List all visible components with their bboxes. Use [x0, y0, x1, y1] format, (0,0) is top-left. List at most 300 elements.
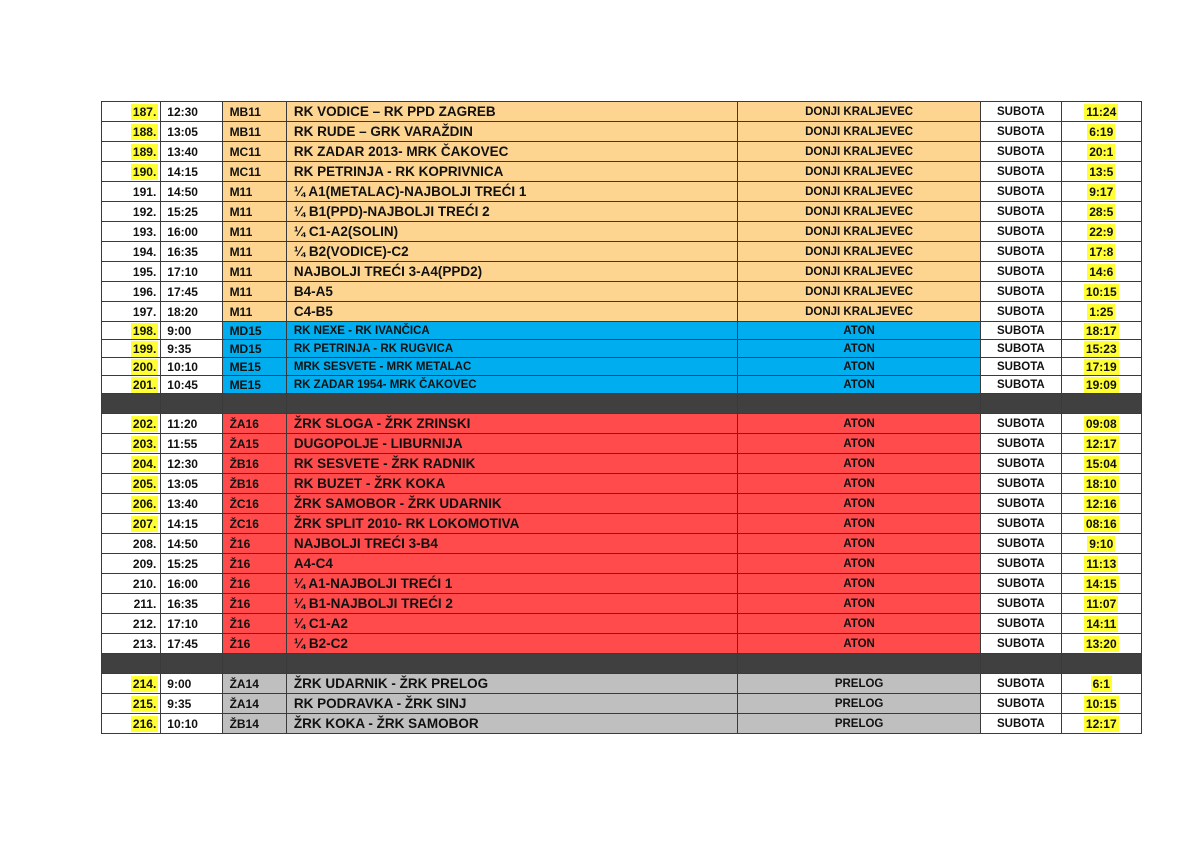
match-venue: PRELOG — [834, 697, 884, 710]
match-teams-cell — [286, 634, 737, 654]
match-number-cell — [102, 222, 161, 242]
match-teams: RK PETRINJA - RK KOPRIVNICA — [293, 163, 504, 179]
match-day-cell — [981, 358, 1061, 376]
match-number: 211. — [133, 596, 157, 611]
match-group-cell — [222, 162, 286, 182]
match-group: MC11 — [229, 164, 261, 179]
match-time: 13:40 — [167, 144, 198, 159]
table-row — [102, 434, 1142, 454]
table-row — [102, 574, 1142, 594]
match-teams-cell — [286, 714, 737, 734]
match-teams: RK NEXE - RK IVANČICA — [293, 324, 430, 337]
match-teams: ¼ B1(PPD)-NAJBOLJI TREĆI 2 — [293, 203, 490, 219]
match-time: 16:35 — [167, 596, 198, 611]
match-venue-cell — [738, 202, 981, 222]
match-venue-cell — [738, 414, 981, 434]
match-teams-cell — [286, 434, 737, 454]
match-group: ME15 — [229, 377, 261, 392]
match-number: 208. — [132, 536, 157, 551]
match-venue-cell — [738, 222, 981, 242]
match-time-cell — [161, 514, 222, 534]
match-result-cell — [1061, 182, 1141, 202]
match-day: SUBOTA — [997, 677, 1045, 690]
match-day-cell — [981, 202, 1061, 222]
match-group-cell — [222, 222, 286, 242]
match-time: 11:20 — [167, 416, 198, 431]
match-venue-cell — [738, 634, 981, 654]
match-number-cell — [102, 376, 161, 394]
match-result-cell — [1061, 494, 1141, 514]
match-result-cell — [1061, 474, 1141, 494]
match-venue: ATON — [843, 637, 875, 650]
match-number-cell — [102, 674, 161, 694]
table-row — [102, 454, 1142, 474]
match-day: SUBOTA — [997, 324, 1045, 337]
separator-cell — [161, 394, 222, 414]
match-group: ŽB14 — [229, 716, 259, 731]
match-result-cell — [1061, 714, 1141, 734]
match-teams: ¼ C1-A2 — [293, 615, 348, 631]
match-time: 14:50 — [167, 536, 198, 551]
match-group: ŽA14 — [229, 676, 259, 691]
match-time-cell — [161, 162, 222, 182]
match-venue: ATON — [843, 437, 875, 450]
match-result-cell — [1061, 262, 1141, 282]
match-group-cell — [222, 694, 286, 714]
match-time-cell — [161, 414, 222, 434]
match-result-cell — [1061, 376, 1141, 394]
match-teams: ŽRK SPLIT 2010- RK LOKOMOTIVA — [293, 515, 520, 531]
match-number-cell — [102, 322, 161, 340]
match-venue-cell — [738, 674, 981, 694]
match-venue: DONJI KRALJEVEC — [805, 225, 914, 238]
match-number: 215. — [132, 696, 157, 711]
match-result-cell — [1061, 534, 1141, 554]
separator-cell — [1061, 654, 1141, 674]
match-day-cell — [981, 302, 1061, 322]
match-number: 214. — [132, 676, 157, 691]
match-number: 213. — [132, 636, 157, 651]
match-result: 11:13 — [1086, 556, 1117, 571]
match-time: 9:00 — [167, 676, 192, 691]
match-venue-cell — [738, 714, 981, 734]
match-day: SUBOTA — [997, 637, 1045, 650]
match-result: 12:17 — [1085, 716, 1117, 731]
section-separator — [102, 394, 1142, 414]
match-group: Ž16 — [229, 616, 251, 631]
match-time-cell — [161, 694, 222, 714]
match-venue: ATON — [843, 477, 875, 490]
match-number-cell — [102, 358, 161, 376]
match-group: MC11 — [229, 144, 261, 159]
separator-cell — [222, 654, 286, 674]
match-teams: ¼ B2-C2 — [293, 635, 348, 651]
match-group: Ž16 — [229, 576, 251, 591]
match-result-cell — [1061, 634, 1141, 654]
match-time-cell — [161, 122, 222, 142]
table-row — [102, 554, 1142, 574]
match-day: SUBOTA — [997, 557, 1045, 570]
match-group-cell — [222, 474, 286, 494]
match-day: SUBOTA — [997, 497, 1045, 510]
match-group-cell — [222, 534, 286, 554]
match-result: 13:20 — [1085, 636, 1117, 651]
match-group: ŽA16 — [229, 416, 259, 431]
match-day: SUBOTA — [997, 477, 1045, 490]
match-time-cell — [161, 102, 222, 122]
match-group: Ž16 — [229, 556, 251, 571]
table-row — [102, 414, 1142, 434]
match-result: 28:5 — [1089, 204, 1114, 219]
match-result-cell — [1061, 594, 1141, 614]
match-venue-cell — [738, 494, 981, 514]
match-number: 198. — [132, 323, 157, 338]
match-teams-cell — [286, 182, 737, 202]
match-teams-cell — [286, 376, 737, 394]
match-number-cell — [102, 282, 161, 302]
match-time-cell — [161, 182, 222, 202]
match-time-cell — [161, 340, 222, 358]
match-day: SUBOTA — [997, 378, 1045, 391]
match-time-cell — [161, 674, 222, 694]
match-day-cell — [981, 262, 1061, 282]
match-group-cell — [222, 340, 286, 358]
match-time-cell — [161, 454, 222, 474]
match-number-cell — [102, 202, 161, 222]
match-number-cell — [102, 102, 161, 122]
match-day: SUBOTA — [997, 305, 1045, 318]
match-teams: RK ZADAR 1954- MRK ČAKOVEC — [293, 378, 477, 391]
match-day-cell — [981, 614, 1061, 634]
match-group-cell — [222, 358, 286, 376]
separator-cell — [161, 654, 222, 674]
match-group: ŽB16 — [229, 476, 259, 491]
table-row — [102, 494, 1142, 514]
match-number: 193. — [132, 224, 157, 239]
match-number: 206. — [132, 496, 157, 511]
match-teams-cell — [286, 262, 737, 282]
match-venue-cell — [738, 282, 981, 302]
match-time: 10:10 — [167, 359, 198, 374]
match-time: 16:00 — [167, 576, 198, 591]
match-day-cell — [981, 594, 1061, 614]
match-day: SUBOTA — [997, 537, 1045, 550]
table-row — [102, 222, 1142, 242]
match-teams-cell — [286, 102, 737, 122]
match-day: SUBOTA — [997, 517, 1045, 530]
match-number: 202. — [132, 416, 157, 431]
table-row — [102, 358, 1142, 376]
match-group-cell — [222, 376, 286, 394]
match-time: 16:35 — [167, 244, 198, 259]
table-row — [102, 376, 1142, 394]
separator-cell — [102, 394, 161, 414]
match-result-cell — [1061, 694, 1141, 714]
match-day: SUBOTA — [997, 225, 1045, 238]
separator-cell — [981, 654, 1061, 674]
table-row — [102, 262, 1142, 282]
match-venue-cell — [738, 376, 981, 394]
match-result: 08:16 — [1085, 516, 1117, 531]
match-time: 16:00 — [167, 224, 198, 239]
match-group: M11 — [229, 284, 253, 299]
match-result-cell — [1061, 282, 1141, 302]
match-venue: ATON — [843, 517, 875, 530]
match-group: Ž16 — [229, 596, 251, 611]
match-day-cell — [981, 554, 1061, 574]
match-time-cell — [161, 322, 222, 340]
match-teams: ¼ B2(VODICE)-C2 — [293, 243, 409, 259]
match-time: 12:30 — [167, 104, 198, 119]
match-time: 17:45 — [167, 284, 198, 299]
match-number-cell — [102, 634, 161, 654]
match-number-cell — [102, 414, 161, 434]
match-teams-cell — [286, 694, 737, 714]
match-result-cell — [1061, 340, 1141, 358]
match-result: 14:15 — [1085, 576, 1117, 591]
match-result-cell — [1061, 358, 1141, 376]
match-group: ME15 — [229, 359, 261, 374]
match-time: 12:30 — [167, 456, 198, 471]
match-teams-cell — [286, 162, 737, 182]
match-teams: ¼ A1(METALAC)-NAJBOLJI TREĆI 1 — [293, 183, 527, 199]
match-time: 9:00 — [167, 323, 192, 338]
match-venue: ATON — [843, 577, 875, 590]
match-number-cell — [102, 262, 161, 282]
match-group-cell — [222, 322, 286, 340]
match-venue: DONJI KRALJEVEC — [805, 265, 914, 278]
match-day: SUBOTA — [997, 717, 1045, 730]
match-result: 6:19 — [1089, 124, 1114, 139]
match-group-cell — [222, 434, 286, 454]
match-group-cell — [222, 102, 286, 122]
match-number-cell — [102, 242, 161, 262]
match-teams: MRK SESVETE - MRK METALAC — [293, 360, 472, 373]
match-group-cell — [222, 242, 286, 262]
match-teams: NAJBOLJI TREĆI 3-A4(PPD2) — [293, 263, 483, 279]
match-result-cell — [1061, 142, 1141, 162]
match-number-cell — [102, 694, 161, 714]
match-result: 6:1 — [1092, 676, 1110, 691]
match-number: 197. — [132, 304, 157, 319]
match-time: 15:25 — [167, 204, 198, 219]
match-group-cell — [222, 514, 286, 534]
match-day-cell — [981, 454, 1061, 474]
match-teams: RK RUDE – GRK VARAŽDIN — [293, 123, 473, 139]
match-venue: DONJI KRALJEVEC — [805, 245, 914, 258]
match-group: Ž16 — [229, 636, 251, 651]
match-group-cell — [222, 494, 286, 514]
match-time-cell — [161, 714, 222, 734]
match-day-cell — [981, 414, 1061, 434]
match-teams: RK BUZET - ŽRK KOKA — [293, 475, 446, 491]
match-result: 17:8 — [1089, 244, 1114, 259]
match-group: ŽC16 — [229, 496, 259, 511]
table-row — [102, 142, 1142, 162]
match-number-cell — [102, 614, 161, 634]
match-group-cell — [222, 674, 286, 694]
match-venue: DONJI KRALJEVEC — [805, 145, 914, 158]
table-row — [102, 614, 1142, 634]
match-group: M11 — [229, 204, 253, 219]
match-result: 18:17 — [1085, 323, 1117, 338]
match-time: 13:05 — [167, 476, 198, 491]
match-time-cell — [161, 376, 222, 394]
match-teams-cell — [286, 202, 737, 222]
match-result: 18:10 — [1085, 476, 1117, 491]
match-group-cell — [222, 202, 286, 222]
match-day: SUBOTA — [997, 457, 1045, 470]
match-time: 17:45 — [167, 636, 198, 651]
match-teams-cell — [286, 674, 737, 694]
match-day-cell — [981, 714, 1061, 734]
match-day-cell — [981, 494, 1061, 514]
match-number: 201. — [132, 377, 157, 392]
match-venue-cell — [738, 340, 981, 358]
match-number: 188. — [132, 124, 157, 139]
match-group: Ž16 — [229, 536, 251, 551]
match-venue: DONJI KRALJEVEC — [805, 285, 914, 298]
separator-cell — [738, 394, 981, 414]
match-teams-cell — [286, 574, 737, 594]
match-number: 216. — [132, 716, 157, 731]
match-venue: ATON — [843, 457, 875, 470]
match-time-cell — [161, 434, 222, 454]
match-venue-cell — [738, 358, 981, 376]
match-venue-cell — [738, 534, 981, 554]
match-number: 203. — [132, 436, 157, 451]
match-teams-cell — [286, 554, 737, 574]
match-result: 9:17 — [1089, 184, 1114, 199]
match-teams-cell — [286, 534, 737, 554]
match-venue-cell — [738, 454, 981, 474]
match-result-cell — [1061, 434, 1141, 454]
match-teams: ŽRK KOKA - ŽRK SAMOBOR — [293, 715, 479, 731]
match-schedule-table — [101, 101, 1142, 734]
match-venue-cell — [738, 102, 981, 122]
match-teams-cell — [286, 302, 737, 322]
match-day: SUBOTA — [997, 597, 1045, 610]
match-result-cell — [1061, 162, 1141, 182]
match-venue: DONJI KRALJEVEC — [805, 305, 914, 318]
match-group-cell — [222, 414, 286, 434]
match-day: SUBOTA — [997, 437, 1045, 450]
match-venue-cell — [738, 142, 981, 162]
match-result-cell — [1061, 574, 1141, 594]
match-time: 13:40 — [167, 496, 198, 511]
match-time-cell — [161, 554, 222, 574]
match-day: SUBOTA — [997, 417, 1045, 430]
match-venue-cell — [738, 594, 981, 614]
match-day-cell — [981, 340, 1061, 358]
match-number-cell — [102, 340, 161, 358]
match-result: 19:09 — [1085, 377, 1117, 392]
match-day: SUBOTA — [997, 360, 1045, 373]
match-venue-cell — [738, 262, 981, 282]
match-time: 10:10 — [167, 716, 198, 731]
match-result: 17:19 — [1085, 359, 1117, 374]
table-row — [102, 102, 1142, 122]
match-venue: ATON — [843, 342, 875, 355]
match-result: 13:5 — [1089, 164, 1114, 179]
match-venue: ATON — [843, 617, 875, 630]
match-teams-cell — [286, 142, 737, 162]
match-result: 10:15 — [1085, 284, 1117, 299]
match-time: 17:10 — [167, 616, 198, 631]
match-group: MD15 — [229, 341, 262, 356]
match-result-cell — [1061, 674, 1141, 694]
match-teams: RK PETRINJA - RK RUGVICA — [293, 342, 454, 355]
match-day: SUBOTA — [997, 245, 1045, 258]
match-result: 9:10 — [1089, 536, 1114, 551]
match-group: M11 — [229, 184, 253, 199]
match-venue-cell — [738, 322, 981, 340]
match-venue: DONJI KRALJEVEC — [805, 125, 914, 138]
match-day-cell — [981, 182, 1061, 202]
match-venue-cell — [738, 514, 981, 534]
match-result: 20:1 — [1089, 144, 1114, 159]
match-teams-cell — [286, 454, 737, 474]
match-number-cell — [102, 554, 161, 574]
match-teams-cell — [286, 242, 737, 262]
match-result-cell — [1061, 322, 1141, 340]
match-number: 194. — [132, 244, 157, 259]
match-result-cell — [1061, 202, 1141, 222]
separator-cell — [738, 654, 981, 674]
match-time-cell — [161, 222, 222, 242]
match-number: 189. — [132, 144, 157, 159]
match-result-cell — [1061, 554, 1141, 574]
table-row — [102, 714, 1142, 734]
match-number-cell — [102, 122, 161, 142]
match-teams-cell — [286, 358, 737, 376]
match-number: 190. — [132, 164, 157, 179]
match-venue-cell — [738, 162, 981, 182]
match-teams-cell — [286, 122, 737, 142]
match-day-cell — [981, 514, 1061, 534]
match-venue: ATON — [843, 537, 875, 550]
match-day-cell — [981, 242, 1061, 262]
match-result: 22:9 — [1089, 224, 1114, 239]
match-day: SUBOTA — [997, 105, 1045, 118]
match-teams-cell — [286, 494, 737, 514]
match-venue: DONJI KRALJEVEC — [805, 185, 914, 198]
schedule-body — [102, 102, 1142, 734]
table-row — [102, 122, 1142, 142]
match-number-cell — [102, 594, 161, 614]
match-group-cell — [222, 142, 286, 162]
match-group-cell — [222, 614, 286, 634]
match-result: 10:15 — [1085, 696, 1117, 711]
match-group: M11 — [229, 304, 253, 319]
match-venue-cell — [738, 574, 981, 594]
match-time: 14:15 — [167, 516, 198, 531]
match-teams: RK VODICE – RK PPD ZAGREB — [293, 103, 496, 119]
match-day-cell — [981, 102, 1061, 122]
separator-cell — [286, 394, 737, 414]
match-group: M11 — [229, 264, 253, 279]
match-number: 195. — [132, 264, 157, 279]
match-teams-cell — [286, 614, 737, 634]
match-result-cell — [1061, 454, 1141, 474]
match-result: 11:07 — [1086, 596, 1117, 611]
match-number: 209. — [132, 556, 157, 571]
match-group-cell — [222, 594, 286, 614]
match-teams: ŽRK SAMOBOR - ŽRK UDARNIK — [293, 495, 502, 511]
match-group-cell — [222, 554, 286, 574]
match-group-cell — [222, 454, 286, 474]
table-row — [102, 202, 1142, 222]
